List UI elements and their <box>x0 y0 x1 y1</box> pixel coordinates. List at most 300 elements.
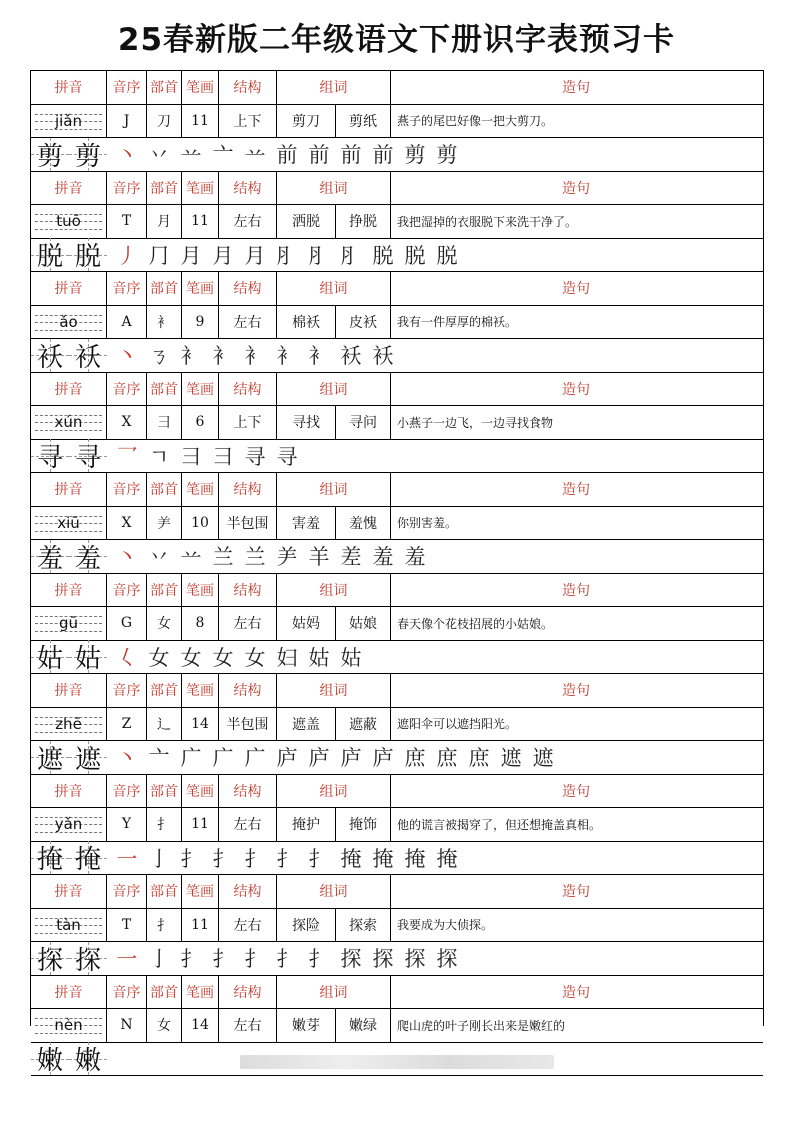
header-order: 音序 <box>107 473 147 506</box>
practice-character <box>31 640 69 673</box>
stroke-step: 袄 <box>340 344 362 369</box>
header-structure: 结构 <box>219 71 277 104</box>
stroke-order-row <box>31 641 763 675</box>
structure-cell: 左右 <box>219 909 277 942</box>
stroke-order-row <box>31 339 763 373</box>
header-radical: 部首 <box>147 775 182 808</box>
stroke-step: 广 <box>180 746 202 771</box>
header-strokes: 笔画 <box>182 775 219 808</box>
header-order: 音序 <box>107 775 147 808</box>
count-cell: 11 <box>182 808 219 841</box>
radical-cell: 辶 <box>147 708 182 741</box>
practice-character-glyph: 羞 <box>36 543 63 574</box>
practice-character-glyph: 袄 <box>74 342 101 373</box>
stroke-step: 衤 <box>276 344 298 369</box>
pinyin-cell <box>31 607 107 640</box>
stroke-step: 庶 <box>436 746 458 771</box>
stroke-step: 探 <box>404 947 426 972</box>
practice-character-glyph: 掩 <box>36 845 63 876</box>
stroke-step: 衤 <box>308 344 330 369</box>
practice-character-glyph: 寻 <box>36 443 63 474</box>
sentence-cell: 他的谎言被揭穿了，但还想掩盖真相。 <box>397 817 602 832</box>
practice-character <box>31 238 69 271</box>
pinyin-text: jiǎn <box>54 111 83 130</box>
stroke-step: ㄱ <box>148 444 170 469</box>
stroke-step: ⺼ <box>276 243 298 268</box>
word2-cell: 姑娘 <box>336 607 391 640</box>
header-row <box>31 574 763 608</box>
stroke-step: 亅 <box>148 947 170 972</box>
header-row <box>31 775 763 809</box>
word2-cell: 羞愧 <box>336 507 391 540</box>
stroke-step: ⺼ <box>340 243 362 268</box>
practice-character <box>31 1042 69 1075</box>
stroke-step: 丿 <box>116 243 138 268</box>
radical-cell: 女 <box>147 607 182 640</box>
pinyin-text: tuō <box>56 212 81 231</box>
stroke-step: 扌 <box>212 846 234 871</box>
header-pinyin: 拼音 <box>31 373 107 406</box>
stroke-sequence <box>111 441 303 471</box>
header-row <box>31 172 763 206</box>
stroke-step: 一 <box>116 846 138 871</box>
pinyin-cell <box>31 808 107 841</box>
header-sentence: 造句 <box>562 80 590 97</box>
character-entry <box>31 272 763 373</box>
stroke-order-row <box>31 942 763 976</box>
header-order: 音序 <box>107 574 147 607</box>
pinyin-text: tàn <box>56 915 81 934</box>
header-sentence: 造句 <box>562 482 590 499</box>
word2-cell: 嫩绿 <box>336 1009 391 1042</box>
word2-cell: 皮袄 <box>336 306 391 339</box>
order-cell: Y <box>107 808 147 841</box>
stroke-step: 一 <box>116 947 138 972</box>
sentence-cell: 我要成为大侦探。 <box>397 918 494 933</box>
count-cell: 11 <box>182 105 219 138</box>
stroke-step: 衤 <box>244 344 266 369</box>
stroke-step: 姑 <box>308 645 330 670</box>
practice-character <box>69 741 107 774</box>
stroke-step: 丶 <box>116 143 138 168</box>
structure-cell: 左右 <box>219 808 277 841</box>
pinyin-text: xiū <box>57 513 80 532</box>
stroke-step: 衤 <box>212 344 234 369</box>
stroke-step: ⺼ <box>308 243 330 268</box>
count-cell: 11 <box>182 205 219 238</box>
structure-cell: 左右 <box>219 1009 277 1042</box>
stroke-step: 遮 <box>532 746 554 771</box>
stroke-sequence <box>111 742 559 772</box>
header-strokes: 笔画 <box>182 172 219 205</box>
stroke-step: 探 <box>340 947 362 972</box>
stroke-step: 剪 <box>436 143 458 168</box>
practice-character-glyph: 剪 <box>36 141 63 172</box>
practice-character <box>31 841 69 874</box>
stroke-step: 𡿨 <box>116 645 138 670</box>
pinyin-text: yǎn <box>54 815 83 834</box>
value-row <box>31 607 763 641</box>
stroke-sequence <box>111 240 463 270</box>
structure-cell: 上下 <box>219 406 277 439</box>
word1-cell: 寻找 <box>277 406 336 439</box>
order-cell: X <box>107 507 147 540</box>
header-pinyin: 拼音 <box>31 674 107 707</box>
word1-cell: 嫩芽 <box>277 1009 336 1042</box>
sentence-cell: 你别害羞。 <box>397 516 458 531</box>
sentence-cell: 我把湿掉的衣服脱下来洗干净了。 <box>397 214 578 229</box>
stroke-sequence <box>111 139 463 169</box>
header-row <box>31 674 763 708</box>
stroke-step: 妇 <box>276 645 298 670</box>
pinyin-text: zhē <box>55 714 82 733</box>
stroke-step: 庶 <box>468 746 490 771</box>
word2-cell: 探索 <box>336 909 391 942</box>
header-row <box>31 473 763 507</box>
header-strokes: 笔画 <box>182 473 219 506</box>
stroke-step: 月 <box>244 243 266 268</box>
stroke-step: 庐 <box>340 746 362 771</box>
practice-character <box>31 540 69 573</box>
character-entry <box>31 574 763 675</box>
stroke-step: 前 <box>276 143 298 168</box>
pinyin-cell <box>31 1009 107 1042</box>
sentence-cell: 小燕子一边飞，一边寻找食物 <box>397 415 554 430</box>
header-words: 组词 <box>277 473 391 506</box>
count-cell: 14 <box>182 1009 219 1042</box>
word1-cell: 探险 <box>277 909 336 942</box>
header-structure: 结构 <box>219 373 277 406</box>
practice-character-glyph: 嫩 <box>36 1046 63 1077</box>
header-words: 组词 <box>277 272 391 305</box>
header-radical: 部首 <box>147 373 182 406</box>
stroke-step: 遮 <box>500 746 522 771</box>
stroke-step: 扌 <box>244 846 266 871</box>
practice-character <box>69 1042 107 1075</box>
stroke-step: 羞 <box>404 545 426 570</box>
practice-character <box>69 238 107 271</box>
structure-cell: 左右 <box>219 205 277 238</box>
stroke-step: 丶 <box>116 545 138 570</box>
sentence-cell: 燕子的尾巴好像一把大剪刀。 <box>397 114 554 129</box>
practice-character <box>31 439 69 472</box>
value-row <box>31 1009 763 1043</box>
practice-character-glyph: 姑 <box>36 644 63 675</box>
header-words: 组词 <box>277 875 391 908</box>
stroke-step: 掩 <box>404 846 426 871</box>
radical-cell: 扌 <box>147 808 182 841</box>
practice-character-glyph: 寻 <box>74 443 101 474</box>
stroke-step: 女 <box>244 645 266 670</box>
header-sentence: 造句 <box>562 984 590 1001</box>
radical-cell: ⺶ <box>147 507 182 540</box>
header-pinyin: 拼音 <box>31 272 107 305</box>
header-row <box>31 71 763 105</box>
header-sentence: 造句 <box>562 884 590 901</box>
header-words: 组词 <box>277 674 391 707</box>
header-radical: 部首 <box>147 172 182 205</box>
stroke-step: 庐 <box>276 746 298 771</box>
header-strokes: 笔画 <box>182 875 219 908</box>
order-cell: X <box>107 406 147 439</box>
practice-character <box>69 540 107 573</box>
stroke-sequence <box>111 642 367 672</box>
stroke-step: 月 <box>180 243 202 268</box>
header-row <box>31 875 763 909</box>
stroke-step: 袄 <box>372 344 394 369</box>
practice-character-glyph: 探 <box>36 945 63 976</box>
pinyin-cell <box>31 406 107 439</box>
stroke-step: 姑 <box>340 645 362 670</box>
order-cell: Z <box>107 708 147 741</box>
header-strokes: 笔画 <box>182 71 219 104</box>
word1-cell: 害羞 <box>277 507 336 540</box>
sentence-cell: 春天像个花枝招展的小姑娘。 <box>397 616 554 631</box>
header-strokes: 笔画 <box>182 574 219 607</box>
stroke-order-row <box>31 239 763 273</box>
pinyin-cell <box>31 708 107 741</box>
structure-cell: 左右 <box>219 306 277 339</box>
header-sentence: 造句 <box>562 783 590 800</box>
stroke-step: 䒑 <box>180 143 202 168</box>
stroke-step: 脱 <box>404 243 426 268</box>
stroke-step: 丶 <box>116 746 138 771</box>
word2-cell: 剪纸 <box>336 105 391 138</box>
pinyin-cell <box>31 105 107 138</box>
stroke-step: 乛 <box>116 444 138 469</box>
sentence-cell: 遮阳伞可以遮挡阳光。 <box>397 717 518 732</box>
character-entry <box>31 373 763 474</box>
practice-character-glyph: 脱 <box>74 242 101 273</box>
stroke-step: 掩 <box>340 846 362 871</box>
word1-cell: 姑妈 <box>277 607 336 640</box>
stroke-step: 衤 <box>180 344 202 369</box>
practice-character <box>69 942 107 975</box>
stroke-step: 羞 <box>372 545 394 570</box>
value-row <box>31 306 763 340</box>
header-words: 组词 <box>277 373 391 406</box>
header-strokes: 笔画 <box>182 976 219 1009</box>
stroke-step: 彐 <box>180 444 202 469</box>
header-sentence: 造句 <box>562 180 590 197</box>
stroke-step: 差 <box>340 545 362 570</box>
stroke-step: ㄋ <box>148 344 170 369</box>
stroke-sequence <box>111 340 399 370</box>
stroke-order-row <box>31 842 763 876</box>
header-structure: 结构 <box>219 674 277 707</box>
header-sentence: 造句 <box>562 381 590 398</box>
practice-character <box>31 339 69 372</box>
character-entry <box>31 172 763 273</box>
header-words: 组词 <box>277 775 391 808</box>
stroke-order-row <box>31 741 763 775</box>
stroke-step: 丷 <box>148 545 170 570</box>
stroke-step: 寻 <box>244 444 266 469</box>
stroke-step: ⺆ <box>148 243 170 268</box>
radical-cell: 刀 <box>147 105 182 138</box>
stroke-step: 月 <box>212 243 234 268</box>
stroke-step: 掩 <box>372 846 394 871</box>
pinyin-text: nèn <box>54 1016 83 1035</box>
header-radical: 部首 <box>147 71 182 104</box>
character-entry <box>31 875 763 976</box>
count-cell: 8 <box>182 607 219 640</box>
practice-character-glyph: 探 <box>74 945 101 976</box>
practice-character-glyph: 羞 <box>74 543 101 574</box>
order-cell: A <box>107 306 147 339</box>
header-order: 音序 <box>107 272 147 305</box>
header-pinyin: 拼音 <box>31 875 107 908</box>
practice-character <box>31 741 69 774</box>
structure-cell: 半包围 <box>219 507 277 540</box>
header-radical: 部首 <box>147 272 182 305</box>
header-words: 组词 <box>277 574 391 607</box>
header-pinyin: 拼音 <box>31 574 107 607</box>
stroke-step: 䒑 <box>244 143 266 168</box>
stroke-step: 彐 <box>212 444 234 469</box>
header-radical: 部首 <box>147 674 182 707</box>
stroke-step: 庐 <box>308 746 330 771</box>
stroke-step: 扌 <box>308 846 330 871</box>
radical-cell: 女 <box>147 1009 182 1042</box>
header-pinyin: 拼音 <box>31 172 107 205</box>
stroke-step: 扌 <box>276 846 298 871</box>
value-row <box>31 909 763 943</box>
value-row <box>31 406 763 440</box>
header-pinyin: 拼音 <box>31 473 107 506</box>
stroke-step: 前 <box>340 143 362 168</box>
pinyin-cell <box>31 205 107 238</box>
header-strokes: 笔画 <box>182 373 219 406</box>
practice-character <box>31 942 69 975</box>
practice-character-glyph: 袄 <box>36 342 63 373</box>
practice-character <box>69 841 107 874</box>
header-structure: 结构 <box>219 172 277 205</box>
pinyin-text: gū <box>58 614 79 633</box>
structure-cell: 左右 <box>219 607 277 640</box>
character-table <box>30 70 764 1077</box>
stroke-step: 探 <box>436 947 458 972</box>
stroke-step: 兰 <box>244 545 266 570</box>
header-order: 音序 <box>107 71 147 104</box>
header-structure: 结构 <box>219 775 277 808</box>
header-order: 音序 <box>107 674 147 707</box>
header-structure: 结构 <box>219 272 277 305</box>
header-order: 音序 <box>107 172 147 205</box>
stroke-step: 庐 <box>372 746 394 771</box>
header-order: 音序 <box>107 875 147 908</box>
stroke-step: 亅 <box>148 846 170 871</box>
stroke-order-row <box>31 138 763 172</box>
header-radical: 部首 <box>147 976 182 1009</box>
header-row <box>31 272 763 306</box>
radical-cell: 衤 <box>147 306 182 339</box>
stroke-sequence <box>111 541 431 571</box>
header-order: 音序 <box>107 373 147 406</box>
header-structure: 结构 <box>219 473 277 506</box>
stroke-step: 探 <box>372 947 394 972</box>
stroke-order-row <box>31 440 763 474</box>
order-cell: T <box>107 205 147 238</box>
stroke-sequence <box>111 943 463 973</box>
count-cell: 10 <box>182 507 219 540</box>
pinyin-cell <box>31 909 107 942</box>
stroke-step: 剪 <box>404 143 426 168</box>
stroke-step: 前 <box>308 143 330 168</box>
value-row <box>31 205 763 239</box>
header-structure: 结构 <box>219 976 277 1009</box>
stroke-step: 女 <box>212 645 234 670</box>
order-cell: N <box>107 1009 147 1042</box>
count-cell: 11 <box>182 909 219 942</box>
header-words: 组词 <box>277 172 391 205</box>
practice-character-glyph: 遮 <box>74 744 101 775</box>
header-sentence: 造句 <box>562 582 590 599</box>
header-strokes: 笔画 <box>182 674 219 707</box>
stroke-step: 女 <box>180 645 202 670</box>
practice-character-glyph: 脱 <box>36 242 63 273</box>
header-pinyin: 拼音 <box>31 775 107 808</box>
stroke-step: 扌 <box>244 947 266 972</box>
word2-cell: 掩饰 <box>336 808 391 841</box>
practice-character <box>69 138 107 171</box>
word1-cell: 棉袄 <box>277 306 336 339</box>
practice-character <box>69 640 107 673</box>
value-row <box>31 105 763 139</box>
stroke-step: 扌 <box>180 947 202 972</box>
stroke-step: 脱 <box>372 243 394 268</box>
word2-cell: 遮蔽 <box>336 708 391 741</box>
stroke-step: 丶 <box>116 344 138 369</box>
stroke-step: 扌 <box>180 846 202 871</box>
header-sentence: 造句 <box>562 683 590 700</box>
stroke-step: 扌 <box>276 947 298 972</box>
page-title: 25春新版二年级语文下册识字表预习卡 <box>117 22 676 58</box>
stroke-step: 䒑 <box>180 545 202 570</box>
character-entry <box>31 775 763 876</box>
pinyin-cell <box>31 507 107 540</box>
sentence-cell: 爬山虎的叶子刚长出来是嫩红的 <box>397 1018 566 1033</box>
practice-character <box>31 138 69 171</box>
header-radical: 部首 <box>147 574 182 607</box>
stroke-step: 前 <box>372 143 394 168</box>
pinyin-text: ǎo <box>59 312 78 331</box>
stroke-step: 扌 <box>212 947 234 972</box>
stroke-step: 寻 <box>276 444 298 469</box>
pinyin-text: xún <box>54 413 83 432</box>
stroke-step: 庶 <box>404 746 426 771</box>
practice-character-glyph: 姑 <box>74 644 101 675</box>
practice-character <box>69 339 107 372</box>
structure-cell: 半包围 <box>219 708 277 741</box>
header-sentence: 造句 <box>562 281 590 298</box>
practice-character-glyph: 嫩 <box>74 1046 101 1077</box>
practice-character-glyph: 掩 <box>74 845 101 876</box>
practice-character <box>69 439 107 472</box>
stroke-step: 丷 <box>148 143 170 168</box>
value-row <box>31 507 763 541</box>
stroke-step: 女 <box>148 645 170 670</box>
stroke-order-row <box>31 540 763 574</box>
stroke-step: 亠 <box>212 143 234 168</box>
stroke-step: 兰 <box>212 545 234 570</box>
stroke-step: 广 <box>212 746 234 771</box>
stroke-step: 脱 <box>436 243 458 268</box>
sentence-cell: 我有一件厚厚的棉袄。 <box>397 315 518 330</box>
header-radical: 部首 <box>147 473 182 506</box>
word2-cell: 挣脱 <box>336 205 391 238</box>
radical-cell: 月 <box>147 205 182 238</box>
